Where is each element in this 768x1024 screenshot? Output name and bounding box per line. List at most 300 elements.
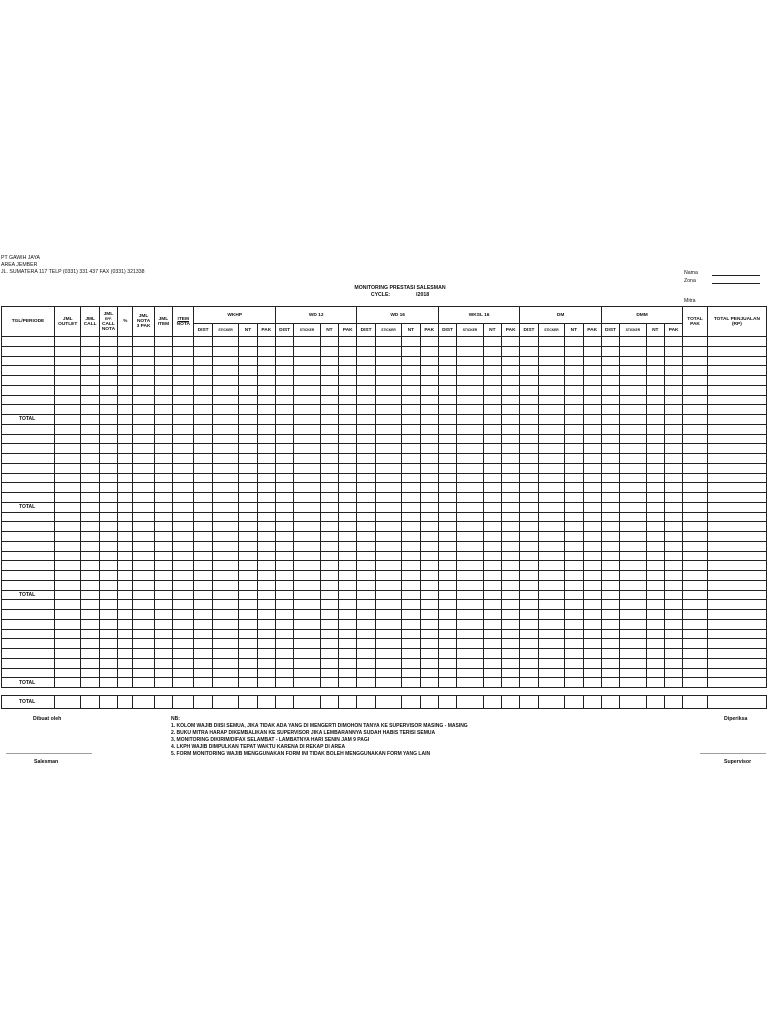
- table-cell[interactable]: [646, 395, 664, 405]
- table-cell[interactable]: [601, 580, 619, 590]
- table-cell[interactable]: [133, 649, 154, 659]
- table-cell[interactable]: [538, 424, 564, 434]
- table-cell[interactable]: [294, 551, 320, 561]
- salesman-signature-line[interactable]: [6, 753, 92, 754]
- table-cell[interactable]: [601, 696, 619, 709]
- table-cell[interactable]: [707, 600, 766, 610]
- table-cell[interactable]: [707, 580, 766, 590]
- table-cell[interactable]: [99, 493, 117, 503]
- table-cell[interactable]: [173, 571, 194, 581]
- table-cell[interactable]: [81, 522, 99, 532]
- table-cell[interactable]: [457, 376, 483, 386]
- table-cell[interactable]: [438, 434, 456, 444]
- table-cell[interactable]: [438, 658, 456, 668]
- table-cell[interactable]: [646, 649, 664, 659]
- table-cell[interactable]: [420, 551, 438, 561]
- table-cell[interactable]: [194, 541, 212, 551]
- table-cell[interactable]: [212, 463, 238, 473]
- table-cell[interactable]: [375, 590, 401, 600]
- table-cell[interactable]: [118, 502, 133, 512]
- table-cell[interactable]: [620, 473, 646, 483]
- table-cell[interactable]: [118, 590, 133, 600]
- table-cell[interactable]: [375, 463, 401, 473]
- table-cell[interactable]: [375, 629, 401, 639]
- table-cell[interactable]: [54, 346, 80, 356]
- table-cell[interactable]: [664, 551, 682, 561]
- table-cell[interactable]: [194, 444, 212, 454]
- table-cell[interactable]: [538, 532, 564, 542]
- table-cell[interactable]: [538, 610, 564, 620]
- table-cell[interactable]: [583, 376, 601, 386]
- table-cell[interactable]: [483, 551, 501, 561]
- table-cell[interactable]: [275, 385, 293, 395]
- table-cell[interactable]: [683, 337, 707, 347]
- table-cell[interactable]: [483, 473, 501, 483]
- table-cell[interactable]: [154, 512, 172, 522]
- table-cell[interactable]: [275, 376, 293, 386]
- table-cell[interactable]: [357, 610, 375, 620]
- table-cell[interactable]: [154, 376, 172, 386]
- table-cell[interactable]: [194, 678, 212, 688]
- table-cell[interactable]: [173, 415, 194, 425]
- table-cell[interactable]: [620, 639, 646, 649]
- table-cell[interactable]: [212, 337, 238, 347]
- table-cell[interactable]: [457, 385, 483, 395]
- table-cell[interactable]: [339, 561, 357, 571]
- table-cell[interactable]: [118, 600, 133, 610]
- table-cell[interactable]: [118, 580, 133, 590]
- table-cell[interactable]: [664, 463, 682, 473]
- table-cell[interactable]: [154, 580, 172, 590]
- table-cell[interactable]: [194, 385, 212, 395]
- table-cell[interactable]: [664, 541, 682, 551]
- table-cell[interactable]: [457, 356, 483, 366]
- table-cell[interactable]: [601, 395, 619, 405]
- table-cell[interactable]: [457, 649, 483, 659]
- table-cell[interactable]: [565, 444, 583, 454]
- table-cell[interactable]: [683, 668, 707, 678]
- table-cell[interactable]: [402, 444, 420, 454]
- table-cell[interactable]: [646, 346, 664, 356]
- table-cell[interactable]: [339, 629, 357, 639]
- table-cell[interactable]: [294, 512, 320, 522]
- table-cell[interactable]: [154, 454, 172, 464]
- table-cell[interactable]: [402, 454, 420, 464]
- table-cell[interactable]: [81, 678, 99, 688]
- table-cell[interactable]: [707, 376, 766, 386]
- table-cell[interactable]: [357, 385, 375, 395]
- table-cell[interactable]: [601, 346, 619, 356]
- table-cell[interactable]: [154, 571, 172, 581]
- table-cell[interactable]: [538, 376, 564, 386]
- table-cell[interactable]: [118, 522, 133, 532]
- table-cell[interactable]: [54, 532, 80, 542]
- table-cell[interactable]: [81, 551, 99, 561]
- table-cell[interactable]: [239, 639, 257, 649]
- table-cell[interactable]: [457, 415, 483, 425]
- table-cell[interactable]: [502, 639, 520, 649]
- table-cell[interactable]: [320, 366, 338, 376]
- table-cell[interactable]: [257, 405, 275, 415]
- table-cell[interactable]: [420, 600, 438, 610]
- table-cell[interactable]: [683, 483, 707, 493]
- table-cell[interactable]: [683, 658, 707, 668]
- table-cell[interactable]: [194, 424, 212, 434]
- table-cell[interactable]: [620, 512, 646, 522]
- table-cell[interactable]: [565, 541, 583, 551]
- table-cell[interactable]: [457, 580, 483, 590]
- table-cell[interactable]: [154, 551, 172, 561]
- table-cell[interactable]: [483, 346, 501, 356]
- table-cell[interactable]: [583, 649, 601, 659]
- table-cell[interactable]: [239, 522, 257, 532]
- table-cell[interactable]: [357, 580, 375, 590]
- table-cell[interactable]: [683, 424, 707, 434]
- table-cell[interactable]: [154, 473, 172, 483]
- table-cell[interactable]: [54, 600, 80, 610]
- table-cell[interactable]: [99, 561, 117, 571]
- table-cell[interactable]: [457, 532, 483, 542]
- table-cell[interactable]: [601, 619, 619, 629]
- table-cell[interactable]: [707, 366, 766, 376]
- table-cell[interactable]: [81, 454, 99, 464]
- table-cell[interactable]: [420, 405, 438, 415]
- table-cell[interactable]: [438, 493, 456, 503]
- table-cell[interactable]: [99, 463, 117, 473]
- table-cell[interactable]: [520, 444, 538, 454]
- table-cell[interactable]: [194, 551, 212, 561]
- table-cell[interactable]: [420, 385, 438, 395]
- table-cell[interactable]: [294, 493, 320, 503]
- table-cell[interactable]: [194, 668, 212, 678]
- table-cell[interactable]: [375, 385, 401, 395]
- table-cell[interactable]: [683, 356, 707, 366]
- table-cell[interactable]: [620, 483, 646, 493]
- table-cell[interactable]: [420, 444, 438, 454]
- table-cell[interactable]: [257, 571, 275, 581]
- table-cell[interactable]: [194, 483, 212, 493]
- table-cell[interactable]: [707, 346, 766, 356]
- table-cell[interactable]: [54, 580, 80, 590]
- table-cell[interactable]: [646, 561, 664, 571]
- table-cell[interactable]: [483, 580, 501, 590]
- table-cell[interactable]: [502, 522, 520, 532]
- table-cell[interactable]: [707, 551, 766, 561]
- table-cell[interactable]: [707, 337, 766, 347]
- table-cell[interactable]: [646, 424, 664, 434]
- table-cell[interactable]: [257, 463, 275, 473]
- table-cell[interactable]: [275, 561, 293, 571]
- table-cell[interactable]: [520, 454, 538, 464]
- table-cell[interactable]: [502, 619, 520, 629]
- table-cell[interactable]: [420, 541, 438, 551]
- table-cell[interactable]: [357, 463, 375, 473]
- table-cell[interactable]: [438, 444, 456, 454]
- table-cell[interactable]: [538, 678, 564, 688]
- table-cell[interactable]: [520, 385, 538, 395]
- table-cell[interactable]: [520, 366, 538, 376]
- table-cell[interactable]: [375, 696, 401, 709]
- table-cell[interactable]: [320, 493, 338, 503]
- table-cell[interactable]: [212, 434, 238, 444]
- table-cell[interactable]: [81, 619, 99, 629]
- table-cell[interactable]: [502, 571, 520, 581]
- table-cell[interactable]: [133, 415, 154, 425]
- table-cell[interactable]: [339, 649, 357, 659]
- table-cell[interactable]: [457, 610, 483, 620]
- table-cell[interactable]: [173, 590, 194, 600]
- table-cell[interactable]: [173, 532, 194, 542]
- table-cell[interactable]: [320, 376, 338, 386]
- table-cell[interactable]: [2, 376, 55, 386]
- table-cell[interactable]: [502, 337, 520, 347]
- table-cell[interactable]: [357, 678, 375, 688]
- table-cell[interactable]: [402, 619, 420, 629]
- table-cell[interactable]: [2, 454, 55, 464]
- table-cell[interactable]: [483, 561, 501, 571]
- table-cell[interactable]: [601, 629, 619, 639]
- table-cell[interactable]: [402, 658, 420, 668]
- table-cell[interactable]: [438, 639, 456, 649]
- table-cell[interactable]: [565, 454, 583, 464]
- table-cell[interactable]: [173, 405, 194, 415]
- table-cell[interactable]: [173, 434, 194, 444]
- table-cell[interactable]: [375, 610, 401, 620]
- table-cell[interactable]: [357, 619, 375, 629]
- table-cell[interactable]: [133, 658, 154, 668]
- table-cell[interactable]: [294, 571, 320, 581]
- table-cell[interactable]: [438, 424, 456, 434]
- table-cell[interactable]: [664, 473, 682, 483]
- table-cell[interactable]: [683, 444, 707, 454]
- table-cell[interactable]: [664, 619, 682, 629]
- table-cell[interactable]: [99, 696, 117, 709]
- table-cell[interactable]: [664, 493, 682, 503]
- table-cell[interactable]: [212, 483, 238, 493]
- table-cell[interactable]: [457, 600, 483, 610]
- table-cell[interactable]: [457, 463, 483, 473]
- table-cell[interactable]: [601, 473, 619, 483]
- table-cell[interactable]: [239, 356, 257, 366]
- table-cell[interactable]: [683, 541, 707, 551]
- table-cell[interactable]: [275, 639, 293, 649]
- table-cell[interactable]: [99, 346, 117, 356]
- table-cell[interactable]: [257, 629, 275, 639]
- table-cell[interactable]: [583, 541, 601, 551]
- table-cell[interactable]: [583, 580, 601, 590]
- table-cell[interactable]: [664, 385, 682, 395]
- table-cell[interactable]: [683, 678, 707, 688]
- table-cell[interactable]: [154, 696, 172, 709]
- table-cell[interactable]: [375, 658, 401, 668]
- table-cell[interactable]: [502, 551, 520, 561]
- table-cell[interactable]: [457, 395, 483, 405]
- table-cell[interactable]: [154, 619, 172, 629]
- table-cell[interactable]: [438, 629, 456, 639]
- table-cell[interactable]: [438, 376, 456, 386]
- table-cell[interactable]: [565, 561, 583, 571]
- table-cell[interactable]: [239, 600, 257, 610]
- table-cell[interactable]: [133, 356, 154, 366]
- table-cell[interactable]: [212, 561, 238, 571]
- table-cell[interactable]: [583, 434, 601, 444]
- table-cell[interactable]: [538, 639, 564, 649]
- table-cell[interactable]: [438, 610, 456, 620]
- table-cell[interactable]: [133, 444, 154, 454]
- table-cell[interactable]: [320, 405, 338, 415]
- table-cell[interactable]: [438, 502, 456, 512]
- table-cell[interactable]: [565, 512, 583, 522]
- table-cell[interactable]: [601, 502, 619, 512]
- table-cell[interactable]: [420, 376, 438, 386]
- table-cell[interactable]: [457, 639, 483, 649]
- table-cell[interactable]: [294, 658, 320, 668]
- table-cell[interactable]: [239, 561, 257, 571]
- table-cell[interactable]: [2, 561, 55, 571]
- table-cell[interactable]: [294, 532, 320, 542]
- table-cell[interactable]: [520, 571, 538, 581]
- table-cell[interactable]: [683, 696, 707, 709]
- table-cell[interactable]: [294, 444, 320, 454]
- table-cell[interactable]: [154, 444, 172, 454]
- table-cell[interactable]: [538, 619, 564, 629]
- table-cell[interactable]: [420, 502, 438, 512]
- table-cell[interactable]: [664, 649, 682, 659]
- table-cell[interactable]: [54, 696, 80, 709]
- table-cell[interactable]: [583, 502, 601, 512]
- table-cell[interactable]: [438, 454, 456, 464]
- table-cell[interactable]: [620, 649, 646, 659]
- table-cell[interactable]: [620, 522, 646, 532]
- table-cell[interactable]: [99, 532, 117, 542]
- table-cell[interactable]: [54, 649, 80, 659]
- table-cell[interactable]: [133, 610, 154, 620]
- table-cell[interactable]: [483, 696, 501, 709]
- table-cell[interactable]: [664, 590, 682, 600]
- table-cell[interactable]: [339, 571, 357, 581]
- table-cell[interactable]: [239, 366, 257, 376]
- table-cell[interactable]: [483, 424, 501, 434]
- table-cell[interactable]: [375, 444, 401, 454]
- table-cell[interactable]: [520, 580, 538, 590]
- table-cell[interactable]: [646, 385, 664, 395]
- table-cell[interactable]: [294, 395, 320, 405]
- table-cell[interactable]: [118, 424, 133, 434]
- table-cell[interactable]: [520, 356, 538, 366]
- table-cell[interactable]: [583, 561, 601, 571]
- table-cell[interactable]: [457, 337, 483, 347]
- table-cell[interactable]: [565, 463, 583, 473]
- table-cell[interactable]: [457, 454, 483, 464]
- table-cell[interactable]: [99, 424, 117, 434]
- table-cell[interactable]: [99, 444, 117, 454]
- table-cell[interactable]: [583, 356, 601, 366]
- table-cell[interactable]: [320, 561, 338, 571]
- table-cell[interactable]: [683, 434, 707, 444]
- table-cell[interactable]: [646, 696, 664, 709]
- table-cell[interactable]: [81, 502, 99, 512]
- table-cell[interactable]: [320, 483, 338, 493]
- table-cell[interactable]: [620, 444, 646, 454]
- table-cell[interactable]: [420, 415, 438, 425]
- table-cell[interactable]: [212, 405, 238, 415]
- table-cell[interactable]: [133, 346, 154, 356]
- table-cell[interactable]: [583, 512, 601, 522]
- table-cell[interactable]: [457, 346, 483, 356]
- table-cell[interactable]: [173, 541, 194, 551]
- table-cell[interactable]: [154, 610, 172, 620]
- table-cell[interactable]: [99, 512, 117, 522]
- table-cell[interactable]: [339, 493, 357, 503]
- table-cell[interactable]: [520, 678, 538, 688]
- table-cell[interactable]: [601, 385, 619, 395]
- table-cell[interactable]: [357, 434, 375, 444]
- table-cell[interactable]: [683, 502, 707, 512]
- table-cell[interactable]: [54, 444, 80, 454]
- table-cell[interactable]: [502, 376, 520, 386]
- table-cell[interactable]: [483, 444, 501, 454]
- table-cell[interactable]: [483, 356, 501, 366]
- table-cell[interactable]: [81, 473, 99, 483]
- table-cell[interactable]: [81, 493, 99, 503]
- table-cell[interactable]: [438, 619, 456, 629]
- table-cell[interactable]: [601, 434, 619, 444]
- table-cell[interactable]: [133, 551, 154, 561]
- table-cell[interactable]: [357, 571, 375, 581]
- table-cell[interactable]: [646, 337, 664, 347]
- table-cell[interactable]: [339, 337, 357, 347]
- table-cell[interactable]: [320, 590, 338, 600]
- table-cell[interactable]: [402, 434, 420, 444]
- table-cell[interactable]: [583, 639, 601, 649]
- table-cell[interactable]: [173, 678, 194, 688]
- table-cell[interactable]: [457, 571, 483, 581]
- table-cell[interactable]: [601, 376, 619, 386]
- table-cell[interactable]: [457, 590, 483, 600]
- table-cell[interactable]: [173, 668, 194, 678]
- table-cell[interactable]: [173, 580, 194, 590]
- table-cell[interactable]: [257, 473, 275, 483]
- table-cell[interactable]: [133, 541, 154, 551]
- table-cell[interactable]: [375, 532, 401, 542]
- table-cell[interactable]: [133, 512, 154, 522]
- table-cell[interactable]: [520, 610, 538, 620]
- table-cell[interactable]: [620, 541, 646, 551]
- table-cell[interactable]: [620, 571, 646, 581]
- table-cell[interactable]: [154, 463, 172, 473]
- table-cell[interactable]: [375, 668, 401, 678]
- table-cell[interactable]: [520, 658, 538, 668]
- table-cell[interactable]: [707, 444, 766, 454]
- table-cell[interactable]: [707, 561, 766, 571]
- table-cell[interactable]: [707, 405, 766, 415]
- table-cell[interactable]: [457, 483, 483, 493]
- table-cell[interactable]: [81, 639, 99, 649]
- table-cell[interactable]: [620, 376, 646, 386]
- table-cell[interactable]: [583, 385, 601, 395]
- table-cell[interactable]: [294, 629, 320, 639]
- table-cell[interactable]: [646, 619, 664, 629]
- table-cell[interactable]: [707, 541, 766, 551]
- table-cell[interactable]: [275, 532, 293, 542]
- table-cell[interactable]: [339, 483, 357, 493]
- table-cell[interactable]: [646, 483, 664, 493]
- table-cell[interactable]: [420, 483, 438, 493]
- table-cell[interactable]: [402, 610, 420, 620]
- table-cell[interactable]: [502, 668, 520, 678]
- table-cell[interactable]: [375, 483, 401, 493]
- table-cell[interactable]: [402, 502, 420, 512]
